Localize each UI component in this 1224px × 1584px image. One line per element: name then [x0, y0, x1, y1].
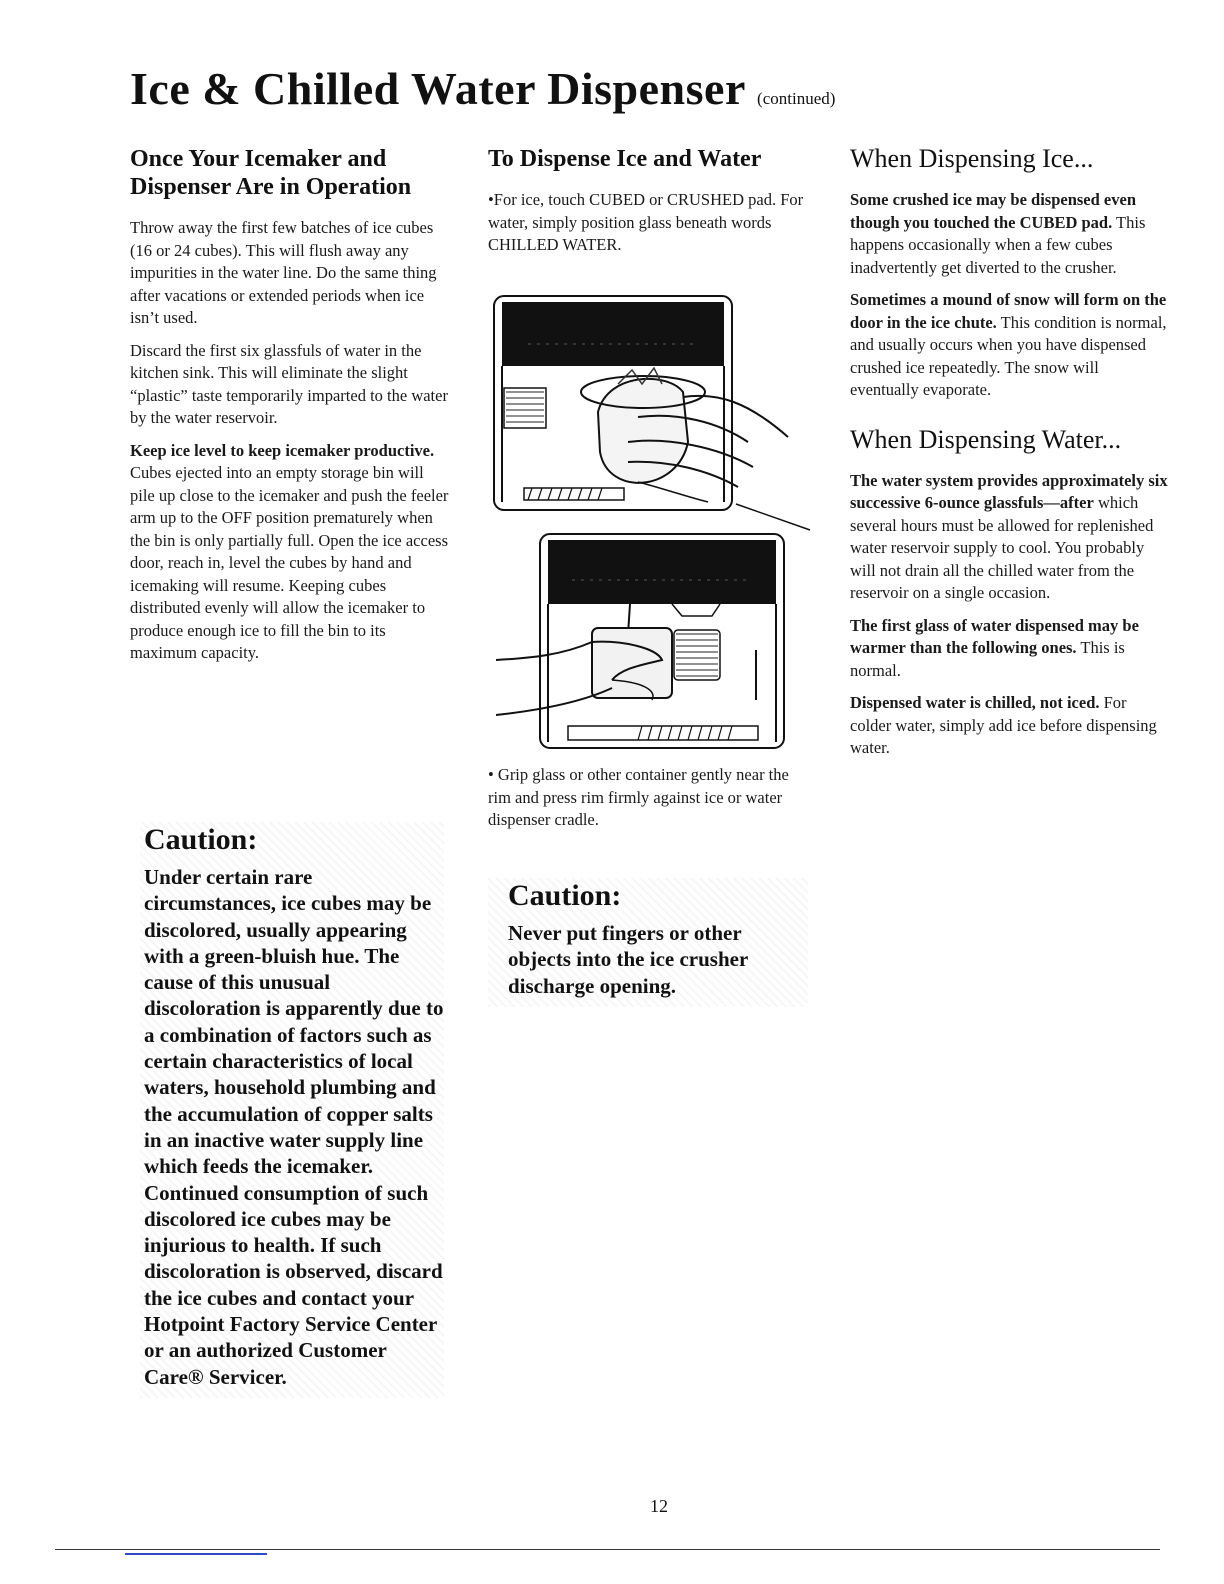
page-number: 12: [650, 1496, 668, 1516]
text-water-system: which several hours must be allowed for replenished water reservoir supply to cool. You probably will not drain all the chilled water from the reservoir on a single occasion.: [850, 493, 1154, 602]
paragraph-mound-of-snow: [850, 289, 1170, 402]
lead-chilled-not-iced: Dispensed water is chilled, not iced.: [850, 693, 1100, 712]
paragraph-discard-glassfuls: Discard the first six glassfuls of water in the kitchen sink. This will eliminate the slight “plastic” taste temporarily imparted to the water by the water reservoir.: [130, 340, 448, 427]
page-title: [130, 62, 835, 115]
heading-when-dispensing-water: When Dispensing Water...: [850, 424, 1122, 454]
paragraph-for-ice: •For ice, touch CUBED or CRUSHED pad. For water, simply position glass beneath words CHILLED WATER.: [488, 190, 804, 254]
caution-crusher-opening: [488, 878, 808, 1007]
caution-title: Caution:: [144, 823, 258, 856]
paragraph-throw-away: Throw away the first few batches of ice cubes (16 or 24 cubes). This will flush away any impurities in the water line. Do the same thing after vacations or extended periods when ice isn’t used.: [130, 218, 437, 327]
text-mound-of-snow: This condition is normal, and usually occurs when you have dispensed crushed ice repeatedly. The snow will eventually evaporate.: [850, 312, 1167, 399]
lead-first-glass: The first glass of water dispensed may be warmer than the following ones.: [850, 615, 1139, 657]
paragraph-keep-ice-level: [130, 440, 450, 665]
lead-crushed-ice: Some crushed ice may be dispensed even though you touched the CUBED pad.: [850, 190, 1136, 232]
footer-rule: [55, 1549, 1160, 1550]
text-chilled-not-iced: For colder water, simply add ice before dispensing water.: [850, 693, 1157, 757]
paragraph-water-system: [850, 470, 1170, 605]
column-when-dispensing: [850, 145, 1170, 770]
lead-water-system: The water system provides approximately six successive 6-ounce glassfuls—after: [850, 470, 1168, 512]
text-keep-ice-level: Cubes ejected into an empty storage bin will pile up close to the icemaker and push the feeler arm up to the OFF position prematurely when the bin is only partially full. Open the ice access door, reach in, level the cubes by hand and icemaking will resume. Keeping cubes distributed evenly will allow the icemaker to produce enough ice to fill the bin to its maximum capacity.: [130, 463, 449, 662]
paragraph-first-glass: [850, 615, 1170, 683]
heading-when-dispensing-ice: When Dispensing Ice...: [850, 144, 1094, 173]
heading-dispense: To Dispense Ice and Water: [488, 146, 762, 172]
paragraph-crushed-ice: [850, 189, 1170, 279]
column-operation: [130, 145, 450, 675]
paragraph-grip-glass: • Grip glass or other container gently near the rim and press rim firmly against ice or water dispenser cradle.: [488, 765, 789, 829]
text-crushed-ice: This happens occasionally when a few cubes inadvertently get diverted to the crusher.: [850, 212, 1146, 277]
footer-accent: [125, 1553, 267, 1555]
grip-instructions: [488, 764, 798, 842]
page-title-suffix: (continued): [757, 89, 836, 108]
ice-dispensing-illustration: [488, 292, 813, 532]
lead-mound-of-snow: Sometimes a mound of snow will form on the door in the ice chute.: [850, 290, 1167, 332]
column-dispense: [488, 145, 808, 267]
caution-title: Caution:: [508, 879, 622, 912]
heading-once-operation: Once Your Icemaker and Dispenser Are in Operation: [130, 146, 412, 200]
caution-discolored-ice: [140, 822, 444, 1398]
page-title-text: Ice & Chilled Water Dispenser: [130, 63, 746, 114]
paragraph-chilled-not-iced: [850, 692, 1170, 760]
caution-text: Under certain rare circumstances, ice cubes may be discolored, usually appearing with a green-bluish hue. The cause of this unusual discoloration is apparently due to a combination of factors such as certain characteristics of local waters, household plumbing and the accumulation of copper salts in an inactive water supply line which feeds the icemaker. Continued consumption of such discolored ice cubes may be injurious to health. If such discoloration is observed, discard the ice cubes and contact your Hotpoint Factory Service Center or an authorized Customer Care® Servicer.: [144, 865, 444, 1389]
lead-keep-ice-level: Keep ice level to keep icemaker productive.: [130, 440, 435, 460]
caution-text: Never put fingers or other objects into the ice crusher discharge opening.: [508, 921, 748, 998]
water-dispensing-illustration: [492, 530, 792, 752]
text-first-glass: This is normal.: [850, 638, 1125, 680]
